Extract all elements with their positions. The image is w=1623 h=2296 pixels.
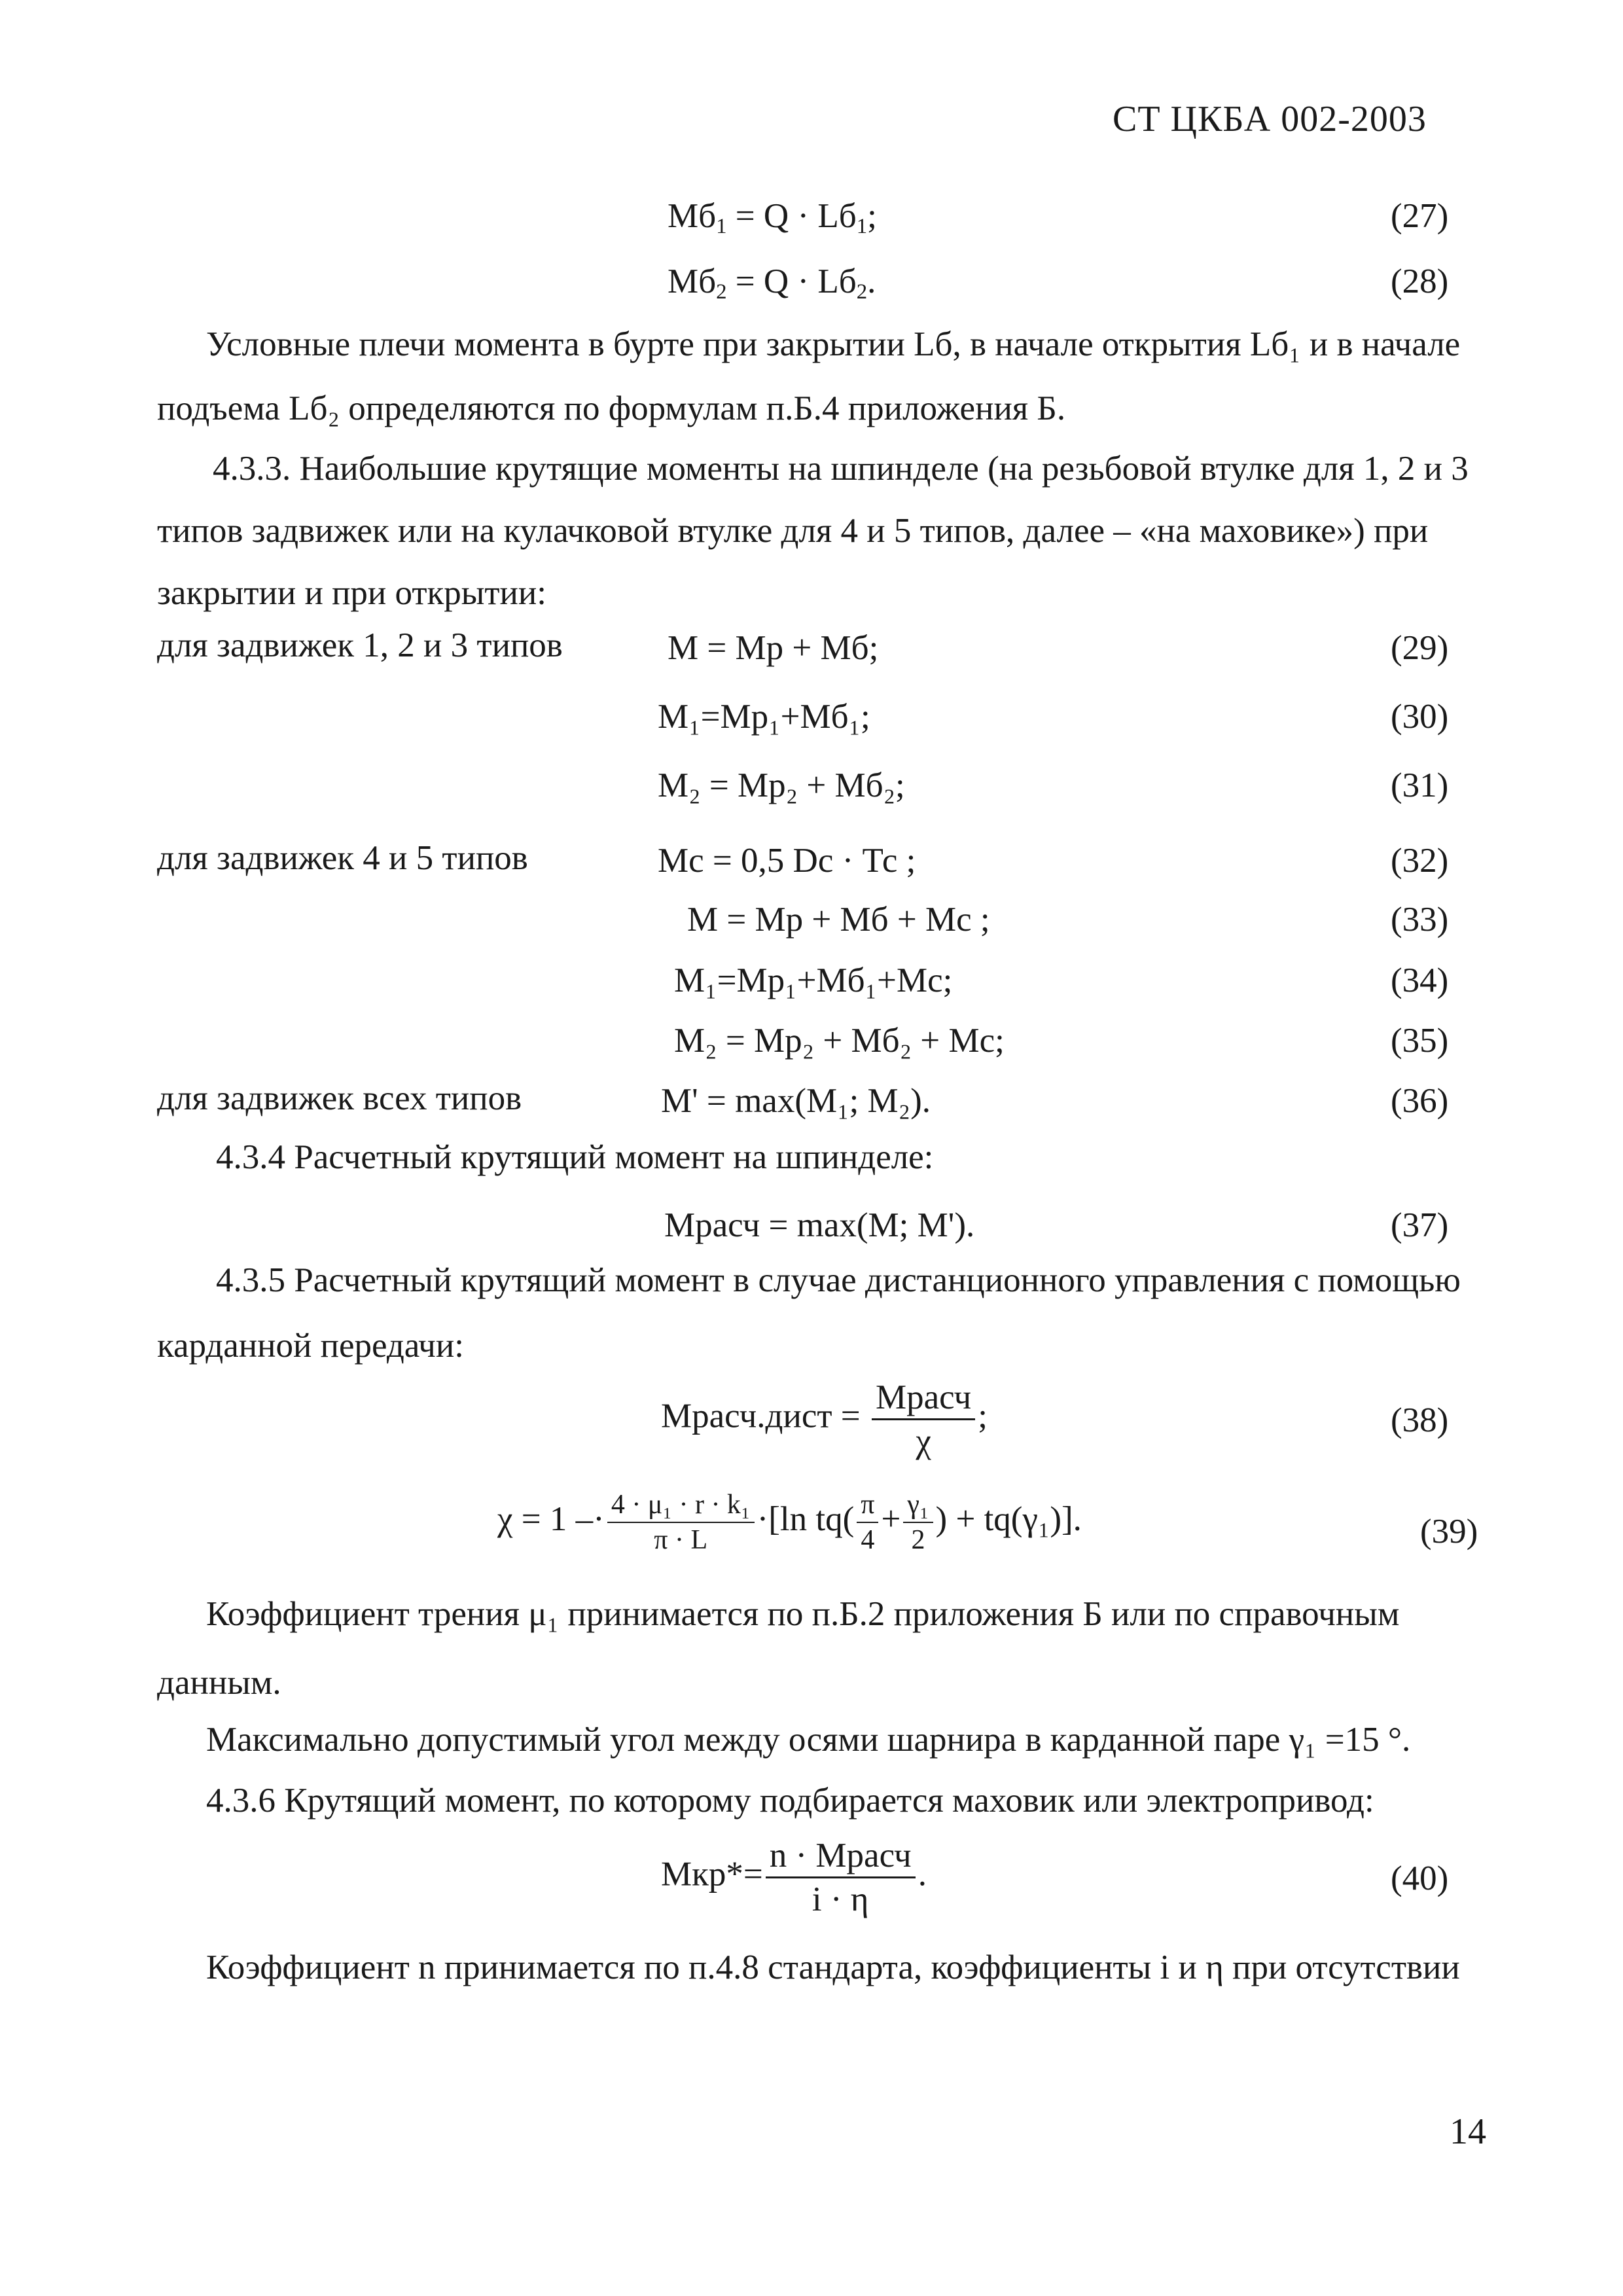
label-types-45: для задвижек 4 и 5 типов (157, 839, 528, 877)
equation-37: Мрасч = max(М; М'). (664, 1206, 975, 1244)
eq38-fraction (872, 1378, 975, 1461)
paragraph-coefficient-n: Коэффициент n принимается по п.4.8 стандарта, коэффициенты i и η при отсутствии (206, 1948, 1460, 1986)
eq38-end: ; (978, 1397, 988, 1435)
eq27-sub1: 1 (716, 215, 727, 239)
equation-number-34: (34) (1391, 961, 1449, 999)
eq39-fraction-main (607, 1489, 755, 1556)
equation-number-28: (28) (1391, 262, 1449, 300)
equation-28 (668, 262, 876, 304)
equation-32: Мс = 0,5 Dc · Тс ; (658, 842, 916, 880)
equation-number-29: (29) (1391, 629, 1449, 667)
equation-29: М = Мр + Мб; (668, 629, 879, 667)
eq39-end: ) + tq(γ₁)]. (935, 1500, 1082, 1539)
section-436-heading: 4.3.6 Крутящий момент, по которому подбирается маховик или электропривод: (206, 1782, 1374, 1820)
eq39-fraction-gamma-2 (903, 1489, 933, 1556)
equation-40 (661, 1836, 927, 1919)
equation-30: М₁=Мр₁+Мб₁; (658, 698, 870, 736)
eq39-fraction-pi-4 (857, 1489, 878, 1556)
equation-39 (497, 1489, 1082, 1556)
equation-number-31: (31) (1391, 766, 1449, 804)
document-code-header: СТ ЦКБА 002-2003 (1113, 99, 1427, 139)
eq27-lhs: Мб (668, 197, 717, 235)
paragraph-1-line-2: подъема Lб₂ определяются по формулам п.Б.4 приложения Б. (157, 389, 1066, 427)
eq39-numerator: 4 · μ₁ · r · k₁ (607, 1489, 755, 1523)
eq27-mid: = Q · Lб (726, 197, 857, 235)
eq39-f3-num: γ₁ (903, 1489, 933, 1523)
eq28-sub2: 2 (856, 280, 868, 304)
paragraph-friction-line-1: Коэффициент трения μ₁ принимается по п.Б.2 приложения Б или по справочным (206, 1595, 1400, 1633)
eq40-lhs: Мкр*= (661, 1855, 763, 1893)
eq40-denominator: i · η (812, 1880, 869, 1918)
equation-number-35: (35) (1391, 1022, 1449, 1060)
eq39-mid: ·[ln tq( (757, 1500, 855, 1539)
eq38-numerator: Мрасч (872, 1378, 975, 1420)
section-433-line-3: закрытии и при открытии: (157, 574, 546, 612)
equation-number-37: (37) (1391, 1206, 1449, 1244)
eq28-lhs: Мб (668, 262, 717, 300)
equation-31: М₂ = Мр₂ + Мб₂; (658, 766, 905, 804)
eq39-f3-den: 2 (911, 1525, 925, 1555)
equation-number-27: (27) (1391, 197, 1449, 235)
equation-34: М₁=Мр₁+Мб₁+Мс; (674, 961, 953, 999)
equation-number-38: (38) (1391, 1401, 1449, 1439)
eq40-numerator: n · Мрасч (766, 1836, 916, 1878)
equation-number-32: (32) (1391, 842, 1449, 880)
eq38-denominator: χ (916, 1422, 931, 1460)
eq39-denominator: π · L (654, 1525, 708, 1555)
eq28-mid: = Q · Lб (726, 262, 857, 300)
equation-number-40: (40) (1391, 1859, 1449, 1897)
equation-35: М₂ = Мр₂ + Мб₂ + Мс; (674, 1022, 1005, 1060)
label-types-123: для задвижек 1, 2 и 3 типов (157, 626, 563, 664)
paragraph-max-angle: Максимально допустимый угол между осями шарнира в карданной паре γ₁ =15 °. (206, 1721, 1411, 1759)
eq39-f2-num: π (857, 1489, 878, 1523)
eq27-end: ; (867, 197, 877, 235)
equation-36: М' = max(М₁; М₂). (661, 1082, 931, 1120)
equation-27 (668, 196, 877, 239)
label-all-types: для задвижек всех типов (157, 1079, 522, 1117)
eq38-lhs: Мрасч.дист = (661, 1397, 869, 1435)
paragraph-1-line-1: Условные плечи момента в бурте при закрытии Lб, в начале открытия Lб₁ и в начале (206, 325, 1461, 363)
equation-number-33: (33) (1391, 901, 1449, 939)
equation-number-36: (36) (1391, 1082, 1449, 1120)
section-433-line-2: типов задвижек или на кулачковой втулке для 4 и 5 типов, далее – «на маховике») при (157, 512, 1429, 550)
paragraph-friction-line-2: данным. (157, 1664, 281, 1702)
equation-number-39: (39) (1420, 1513, 1478, 1551)
eq27-sub2: 1 (856, 215, 868, 239)
eq39-f2-den: 4 (861, 1525, 875, 1555)
eq40-end: . (918, 1855, 927, 1893)
equation-number-30: (30) (1391, 698, 1449, 736)
equation-38 (661, 1378, 988, 1461)
eq39-plus: + (881, 1500, 901, 1539)
section-434-heading: 4.3.4 Расчетный крутящий момент на шпинделе: (216, 1138, 934, 1176)
section-435-line-2: карданной передачи: (157, 1327, 464, 1365)
section-433-line-1: 4.3.3. Наибольшие крутящие моменты на шпинделе (на резьбовой втулке для 1, 2 и 3 (213, 450, 1469, 488)
equation-33: М = Мр + Мб + Мс ; (687, 901, 990, 939)
section-435-line-1: 4.3.5 Расчетный крутящий момент в случае дистанционного управления с помощью (216, 1261, 1461, 1299)
eq28-sub1: 2 (716, 280, 727, 304)
eq39-lhs: χ = 1 –· (497, 1500, 605, 1539)
page-number: 14 (1450, 2111, 1486, 2152)
eq28-end: . (867, 262, 876, 300)
eq40-fraction (766, 1836, 916, 1919)
